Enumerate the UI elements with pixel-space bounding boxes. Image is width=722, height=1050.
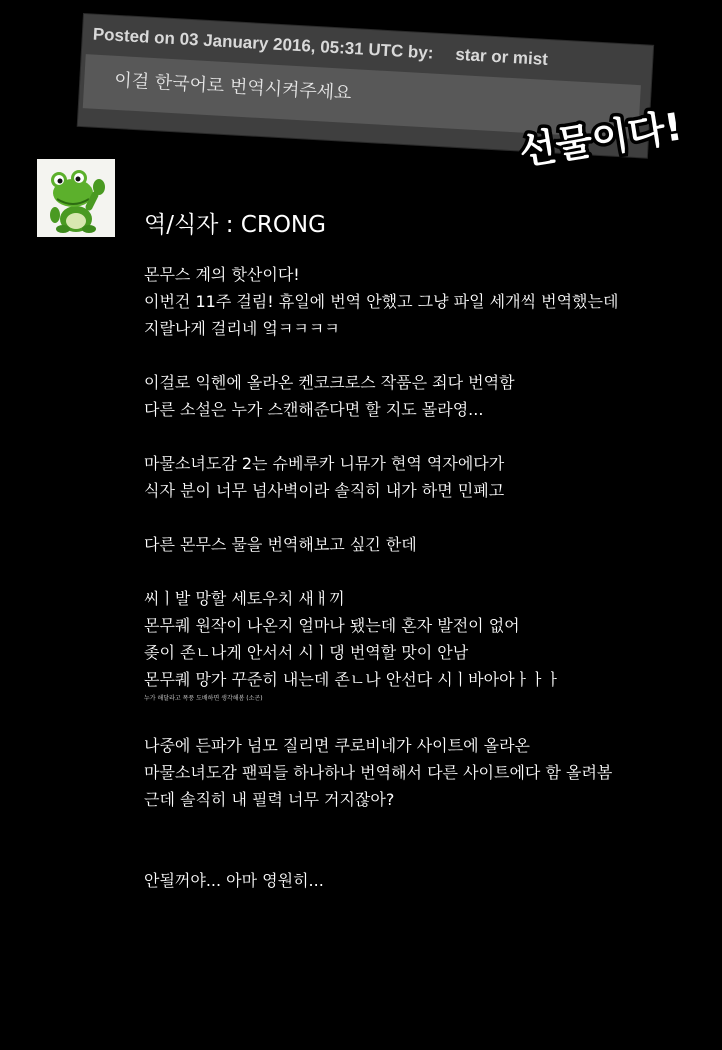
body-line: 마물소녀도감 2는 슈베루카 니뮤가 현역 역자에다가 <box>144 454 505 473</box>
body-line: 다른 몬무스 물을 번역해보고 싶긴 한데 <box>144 535 417 554</box>
translator-credit: 역/식자 : CRONG <box>144 212 326 238</box>
posted-prefix: Posted on 03 January 2016, 05:31 UTC by: <box>92 24 434 63</box>
post-body <box>144 261 704 894</box>
body-line: 근데 솔직히 내 필력 너무 거지잖아? <box>144 790 395 809</box>
body-line: 씨ㅣ발 망할 세토우치 새ㅐ끼 <box>144 589 345 608</box>
body-line: 나중에 든파가 넘모 질리면 쿠로비네가 사이트에 올라온 <box>144 736 531 755</box>
gift-stamp: 선물이다! <box>516 104 686 174</box>
body-line: 안될꺼야... 아마 영원히... <box>144 871 324 890</box>
body-line: 식자 분이 너무 넘사벽이라 솔직히 내가 하면 민폐고 <box>144 481 505 500</box>
body-line: 몬무퀘 망가 꾸준히 내는데 존ㄴ나 안선다 시ㅣ바아아ㅏㅏㅏ <box>144 670 561 689</box>
avatar <box>37 159 115 237</box>
body-line: 이걸로 익헨에 올라온 켄코크로스 작품은 죄다 번역함 <box>144 373 515 392</box>
body-line: 이번건 11주 걸림! 휴일에 번역 안했고 그냥 파일 세개씩 번역했는데 <box>144 292 619 311</box>
body-line: 지랄나게 걸리네 엌ㅋㅋㅋㅋ <box>144 319 340 338</box>
small-note: 누가 해달라고 폭풍 도배하면 생각해봄 (소곤) <box>144 695 263 702</box>
request-message: 이걸 한국어로 번역시켜주세요 <box>113 69 353 105</box>
body-line: 다른 소설은 누가 스캔해준다면 할 지도 몰라영... <box>144 400 484 419</box>
author-name[interactable]: star or mist <box>454 44 549 69</box>
body-line: 몬무스 계의 핫산이다! <box>144 265 300 284</box>
body-line: 몬무퀘 원작이 나온지 얼마나 됐는데 혼자 발전이 없어 <box>144 616 520 635</box>
body-line: 마물소녀도감 팬픽들 하나하나 번역해서 다른 사이트에다 함 올려봄 <box>144 763 613 782</box>
body-line: 좆이 존ㄴ나게 안서서 시ㅣ댕 번역할 맛이 안남 <box>144 643 469 662</box>
frog-plush-icon <box>37 159 115 237</box>
